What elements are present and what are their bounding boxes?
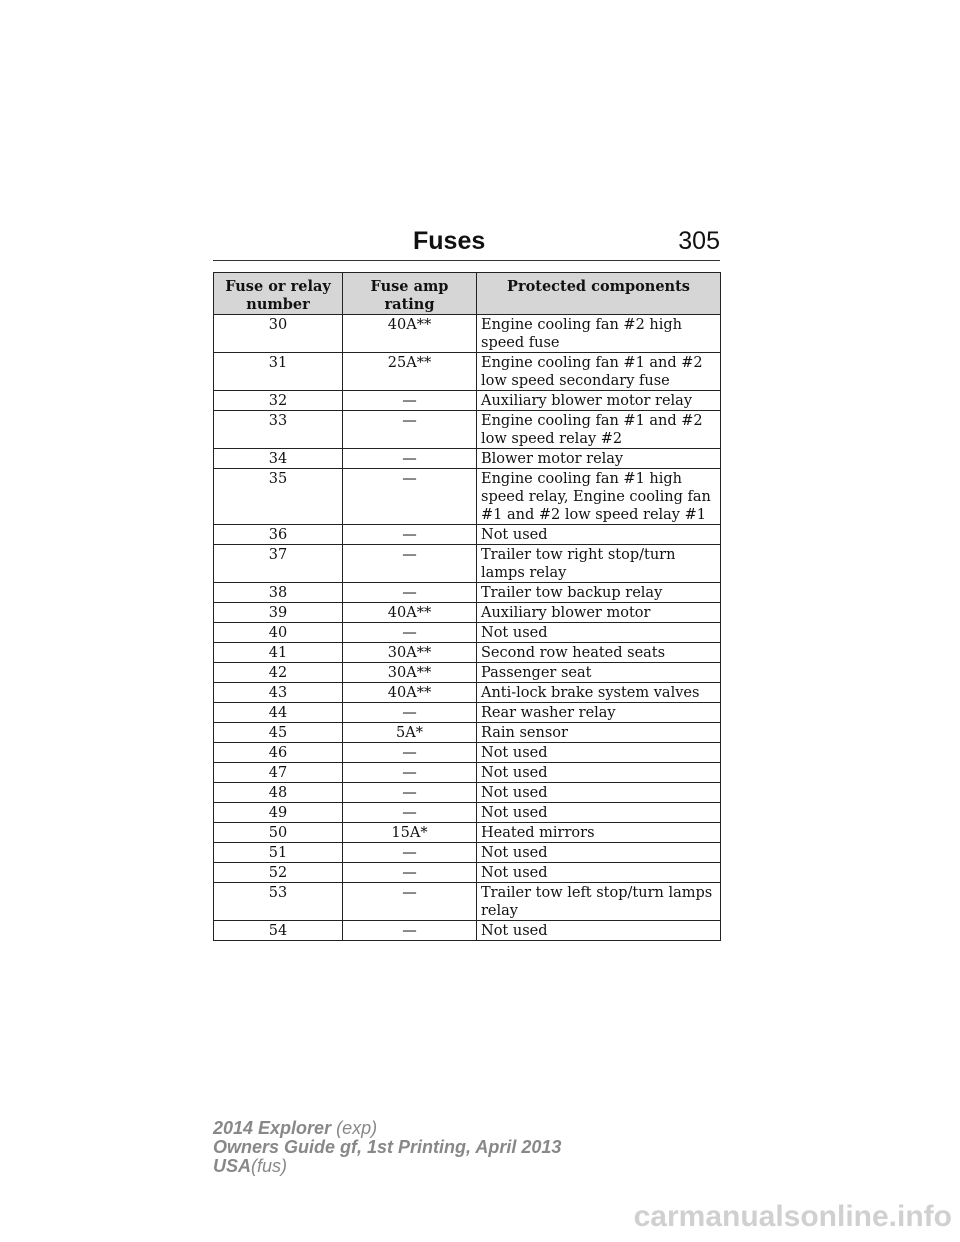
protected-components-cell: Not used: [477, 763, 721, 783]
amp-rating-cell: —: [343, 469, 477, 525]
amp-rating-cell: —: [343, 583, 477, 603]
fuse-number-cell: 37: [214, 545, 343, 583]
fuse-table: [213, 272, 721, 941]
table-row: [214, 583, 721, 603]
protected-components-cell: Engine cooling fan #2 high speed fuse: [477, 315, 721, 353]
fuse-number-cell: 51: [214, 843, 343, 863]
protected-components-cell: Auxiliary blower motor relay: [477, 391, 721, 411]
amp-rating-cell: 40A**: [343, 603, 477, 623]
footer-market: USA: [213, 1156, 252, 1176]
column-header-amp-rating: Fuse amp rating: [343, 273, 477, 315]
table-row: [214, 391, 721, 411]
fuse-number-cell: 34: [214, 449, 343, 469]
protected-components-cell: Passenger seat: [477, 663, 721, 683]
amp-rating-cell: —: [343, 783, 477, 803]
fuse-number-cell: 40: [214, 623, 343, 643]
footer-market-code: (fus): [251, 1156, 288, 1176]
table-row: [214, 723, 721, 743]
protected-components-cell: Blower motor relay: [477, 449, 721, 469]
table-row: [214, 843, 721, 863]
table-header-row: [214, 273, 721, 315]
footer-line-3: [213, 1157, 561, 1176]
section-title: Fuses: [413, 227, 486, 255]
amp-rating-cell: —: [343, 883, 477, 921]
table-row: [214, 883, 721, 921]
protected-components-cell: Not used: [477, 843, 721, 863]
table-row: [214, 525, 721, 545]
protected-components-cell: Not used: [477, 743, 721, 763]
table-row: [214, 623, 721, 643]
amp-rating-cell: —: [343, 411, 477, 449]
table-row: [214, 921, 721, 941]
column-header-fuse-number: Fuse or relay number: [214, 273, 343, 315]
amp-rating-cell: 25A**: [343, 353, 477, 391]
amp-rating-cell: 15A*: [343, 823, 477, 843]
protected-components-cell: Engine cooling fan #1 and #2 low speed relay #2: [477, 411, 721, 449]
amp-rating-cell: —: [343, 921, 477, 941]
protected-components-cell: Engine cooling fan #1 and #2 low speed secondary fuse: [477, 353, 721, 391]
table-row: [214, 545, 721, 583]
page-header: [213, 226, 720, 261]
fuse-number-cell: 44: [214, 703, 343, 723]
protected-components-cell: Trailer tow backup relay: [477, 583, 721, 603]
fuse-number-cell: 47: [214, 763, 343, 783]
amp-rating-cell: 30A**: [343, 643, 477, 663]
footer-model: 2014 Explorer: [213, 1118, 332, 1138]
table-row: [214, 469, 721, 525]
table-row: [214, 663, 721, 683]
table-row: [214, 703, 721, 723]
footer-guide-info: Owners Guide gf, 1st Printing, April 2013: [213, 1137, 562, 1157]
protected-components-cell: Trailer tow left stop/turn lamps relay: [477, 883, 721, 921]
amp-rating-cell: —: [343, 763, 477, 783]
table-row: [214, 863, 721, 883]
table-row: [214, 353, 721, 391]
protected-components-cell: Second row heated seats: [477, 643, 721, 663]
footer-line-1: [213, 1119, 561, 1138]
amp-rating-cell: 5A*: [343, 723, 477, 743]
protected-components-cell: Trailer tow right stop/turn lamps relay: [477, 545, 721, 583]
protected-components-cell: Not used: [477, 623, 721, 643]
table-row: [214, 683, 721, 703]
protected-components-cell: Anti-lock brake system valves: [477, 683, 721, 703]
fuse-number-cell: 41: [214, 643, 343, 663]
protected-components-cell: Auxiliary blower motor: [477, 603, 721, 623]
fuse-number-cell: 48: [214, 783, 343, 803]
amp-rating-cell: —: [343, 525, 477, 545]
protected-components-cell: Rear washer relay: [477, 703, 721, 723]
protected-components-cell: Not used: [477, 863, 721, 883]
amp-rating-cell: 40A**: [343, 683, 477, 703]
fuse-number-cell: 45: [214, 723, 343, 743]
table-row: [214, 411, 721, 449]
protected-components-cell: Not used: [477, 783, 721, 803]
protected-components-cell: Rain sensor: [477, 723, 721, 743]
footer-line-2: [213, 1138, 561, 1157]
table-row: [214, 743, 721, 763]
table-row: [214, 603, 721, 623]
fuse-number-cell: 54: [214, 921, 343, 941]
table-row: [214, 315, 721, 353]
fuse-number-cell: 46: [214, 743, 343, 763]
page-number: 305: [678, 227, 720, 255]
footer-model-code: (exp): [336, 1118, 378, 1138]
amp-rating-cell: —: [343, 623, 477, 643]
protected-components-cell: Heated mirrors: [477, 823, 721, 843]
amp-rating-cell: —: [343, 545, 477, 583]
fuse-number-cell: 43: [214, 683, 343, 703]
fuse-number-cell: 52: [214, 863, 343, 883]
table-row: [214, 643, 721, 663]
amp-rating-cell: —: [343, 803, 477, 823]
amp-rating-cell: —: [343, 863, 477, 883]
amp-rating-cell: —: [343, 843, 477, 863]
fuse-number-cell: 53: [214, 883, 343, 921]
amp-rating-cell: —: [343, 743, 477, 763]
fuse-number-cell: 32: [214, 391, 343, 411]
fuse-number-cell: 42: [214, 663, 343, 683]
amp-rating-cell: —: [343, 391, 477, 411]
protected-components-cell: Not used: [477, 921, 721, 941]
fuse-number-cell: 49: [214, 803, 343, 823]
fuse-number-cell: 38: [214, 583, 343, 603]
table-row: [214, 763, 721, 783]
fuse-number-cell: 31: [214, 353, 343, 391]
watermark: carmanualsonline.info: [633, 1200, 952, 1233]
protected-components-cell: Not used: [477, 525, 721, 545]
table-row: [214, 803, 721, 823]
fuse-number-cell: 50: [214, 823, 343, 843]
amp-rating-cell: —: [343, 449, 477, 469]
protected-components-cell: Not used: [477, 803, 721, 823]
page-footer: [213, 1119, 561, 1176]
amp-rating-cell: —: [343, 703, 477, 723]
column-header-protected-components: Protected components: [477, 273, 721, 315]
table-row: [214, 783, 721, 803]
protected-components-cell: Engine cooling fan #1 high speed relay, Engine cooling fan #1 and #2 low speed relay #1: [477, 469, 721, 525]
fuse-number-cell: 30: [214, 315, 343, 353]
fuse-number-cell: 36: [214, 525, 343, 545]
fuse-number-cell: 35: [214, 469, 343, 525]
fuse-number-cell: 33: [214, 411, 343, 449]
amp-rating-cell: 30A**: [343, 663, 477, 683]
table-row: [214, 449, 721, 469]
table-row: [214, 823, 721, 843]
amp-rating-cell: 40A**: [343, 315, 477, 353]
fuse-number-cell: 39: [214, 603, 343, 623]
